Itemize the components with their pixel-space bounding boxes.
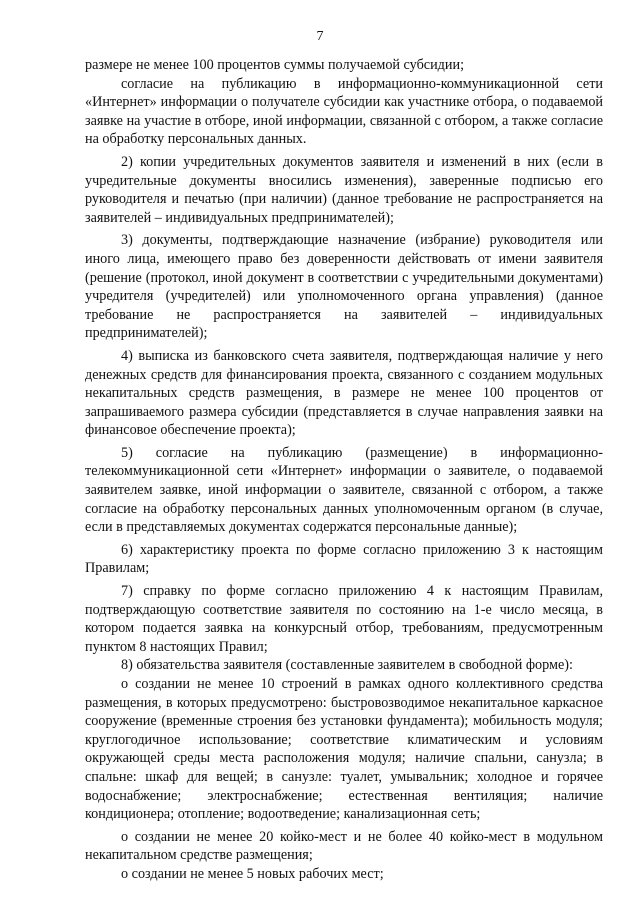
paragraph-consent-publication: согласие на публикацию в информационно-коммуникационной сети «Интернет» информации о получателе субсидии как участнике отбора, о подаваемой заявке на участие в отборе, иной информации, связанной с отбором, а также согласие на обработку персональных данных. xyxy=(85,75,603,148)
document-body xyxy=(85,56,603,884)
paragraph-obligation-jobs: о создании не менее 5 новых рабочих мест; xyxy=(121,865,384,882)
paragraph-item-6-project-characteristics: 6) характеристику проекта по форме согласно приложению 3 к настоящим Правилам; xyxy=(85,541,603,577)
paragraph-subsidy-amount: размере не менее 100 процентов суммы получаемой субсидии; xyxy=(85,57,465,73)
paragraph-item-8-obligations: 8) обязательства заявителя (составленные заявителем в свободной форме): xyxy=(121,657,573,674)
paragraph-item-5-consent: 5) согласие на публикацию (размещение) в информационно-телекоммуникационной сети «Интернет» информации о заявителе, о подаваемой заявителем заявке, иной информации о заявителе, связанной с отбором, а также согласие на обработку персональных данных уполномоченным органом (в случае, если в представляемых документах содержатся персональные данные); xyxy=(85,444,603,536)
paragraph-item-2-founding-documents: 2) копии учредительных документов заявителя и изменений в них (если в учредительные документы вносились изменения), заверенные подписью его руководителя и печатью (при наличии) (данное требование не распространяется на заявителей – индивидуальных предпринимателей); xyxy=(85,153,603,226)
page-number: 7 xyxy=(316,29,324,44)
paragraph-item-3-appointment-documents: 3) документы, подтверждающие назначение (избрание) руководителя или иного лица, имеющего право без доверенности действовать от имени заявителя (решение (протокол, иной документ в соответствии с учредительными документами) учредителя (учредителей) или уполномоченного органа управления) (данное требование не распространяется на заявителей – индивидуальных предпринимателей); xyxy=(85,232,603,342)
paragraph-obligation-beds: о создании не менее 20 койко-мест и не более 40 койко-мест в модульном некапитальном средстве размещения; xyxy=(85,828,603,864)
paragraph-item-4-bank-statement: 4) выписка из банковского счета заявителя, подтверждающая наличие у него денежных средств для финансирования проекта, связанного с созданием модульных некапитальных средств размещения, в размере не менее 100 процентов от запрашиваемого размера субсидии (представляется в случае направления заявки на финансовое обеспечение проекта); xyxy=(85,347,603,439)
paragraph-item-7-certificate: 7) справку по форме согласно приложению 4 к настоящим Правилам, подтверждающую соответствие заявителя по состоянию на 1-е число месяца, в котором подается заявка на конкурсный отбор, требованиям, предусмотренным пунктом 8 настоящих Правил; xyxy=(85,583,603,655)
paragraph-obligation-buildings: о создании не менее 10 строений в рамках одного коллективного средства размещения, в которых предусмотрено: быстровозводимое некапитальное каркасное сооружение (временные строения без установки фундамента); мобильность модуля; круглогодичное использование; соответствие климатическим и условиям окружающей среды места расположения модуля; наличие спальни, санузла; в спальне: шкаф для вещей; в санузле: туалет, умывальник; холодное и горячее водоснабжение; электроснабжение; естественная вентиляция; наличие кондиционера; отопление; водоотведение; канализационная сеть; xyxy=(85,676,603,823)
